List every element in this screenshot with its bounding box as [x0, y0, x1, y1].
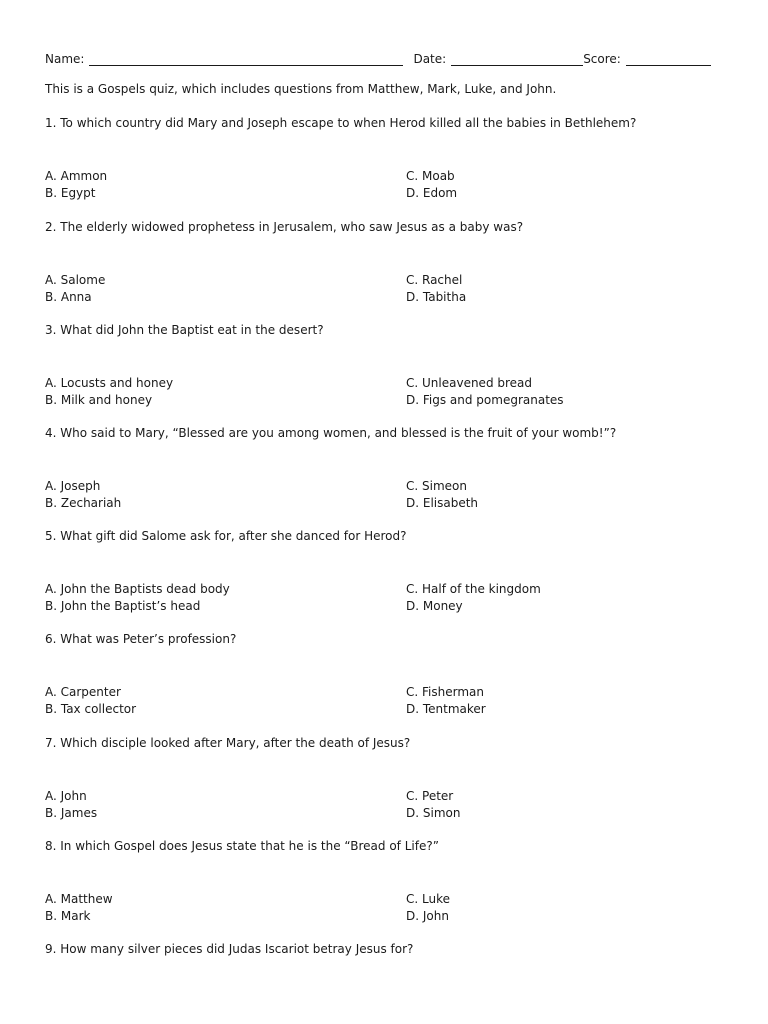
score-label: Score:: [583, 52, 621, 66]
option-d: D. Money: [406, 599, 463, 613]
option-d: D. Tabitha: [406, 290, 467, 304]
question-text: 5. What gift did Salome ask for, after she danced for Herod?: [45, 529, 407, 543]
date-label: Date:: [413, 52, 447, 66]
score-field[interactable]: [626, 53, 711, 66]
option-b: B. Zechariah: [45, 496, 122, 510]
question-text: 3. What did John the Baptist eat in the desert?: [45, 323, 324, 337]
option-d: D. Tentmaker: [406, 702, 486, 716]
answer-options: [45, 581, 745, 615]
option-b: B. Mark: [45, 909, 91, 923]
option-d: D. John: [406, 909, 449, 923]
option-c: C. Rachel: [406, 273, 463, 287]
option-c: C. Half of the kingdom: [406, 582, 541, 596]
option-a: A. John: [45, 789, 87, 803]
question-text: 8. In which Gospel does Jesus state that he is the “Bread of Life?”: [45, 839, 439, 853]
option-b: B. Tax collector: [45, 702, 137, 716]
option-c: C. Unleavened bread: [406, 376, 533, 390]
answer-options: [45, 272, 745, 306]
answer-options: [45, 788, 745, 822]
option-b: B. Anna: [45, 290, 92, 304]
answer-options: [45, 891, 745, 925]
option-a: A. Matthew: [45, 892, 113, 906]
name-field[interactable]: [89, 53, 403, 66]
name-label: Name:: [45, 52, 85, 66]
option-d: D. Edom: [406, 186, 458, 200]
option-a: A. Locusts and honey: [45, 376, 174, 390]
question-text: 4. Who said to Mary, “Blessed are you among women, and blessed is the fruit of your womb!”?: [45, 426, 617, 440]
question-text: 1. To which country did Mary and Joseph escape to when Herod killed all the babies in Bethlehem?: [45, 116, 637, 130]
question-text: 7. Which disciple looked after Mary, after the death of Jesus?: [45, 736, 411, 750]
question-text: 9. How many silver pieces did Judas Iscariot betray Jesus for?: [45, 942, 414, 956]
option-a: A. John the Baptists dead body: [45, 582, 230, 596]
answer-options: [45, 684, 745, 718]
option-c: C. Simeon: [406, 479, 467, 493]
question-text: 2. The elderly widowed prophetess in Jerusalem, who saw Jesus as a baby was?: [45, 220, 524, 234]
option-d: D. Elisabeth: [406, 496, 479, 510]
option-b: B. Milk and honey: [45, 393, 153, 407]
question-text: 6. What was Peter’s profession?: [45, 632, 237, 646]
option-a: A. Joseph: [45, 479, 101, 493]
option-c: C. Moab: [406, 169, 455, 183]
option-a: A. Salome: [45, 273, 106, 287]
answer-options: [45, 375, 745, 409]
option-a: A. Carpenter: [45, 685, 121, 699]
quiz-intro: This is a Gospels quiz, which includes questions from Matthew, Mark, Luke, and John.: [45, 82, 557, 96]
option-b: B. John the Baptist’s head: [45, 599, 201, 613]
option-c: C. Fisherman: [406, 685, 484, 699]
option-c: C. Luke: [406, 892, 450, 906]
answer-options: [45, 478, 745, 512]
header-fields: [45, 48, 725, 66]
option-d: D. Figs and pomegranates: [406, 393, 564, 407]
option-c: C. Peter: [406, 789, 454, 803]
option-a: A. Ammon: [45, 169, 108, 183]
date-field[interactable]: [451, 53, 583, 66]
option-b: B. Egypt: [45, 186, 96, 200]
option-d: D. Simon: [406, 806, 461, 820]
option-b: B. James: [45, 806, 98, 820]
answer-options: [45, 168, 745, 202]
